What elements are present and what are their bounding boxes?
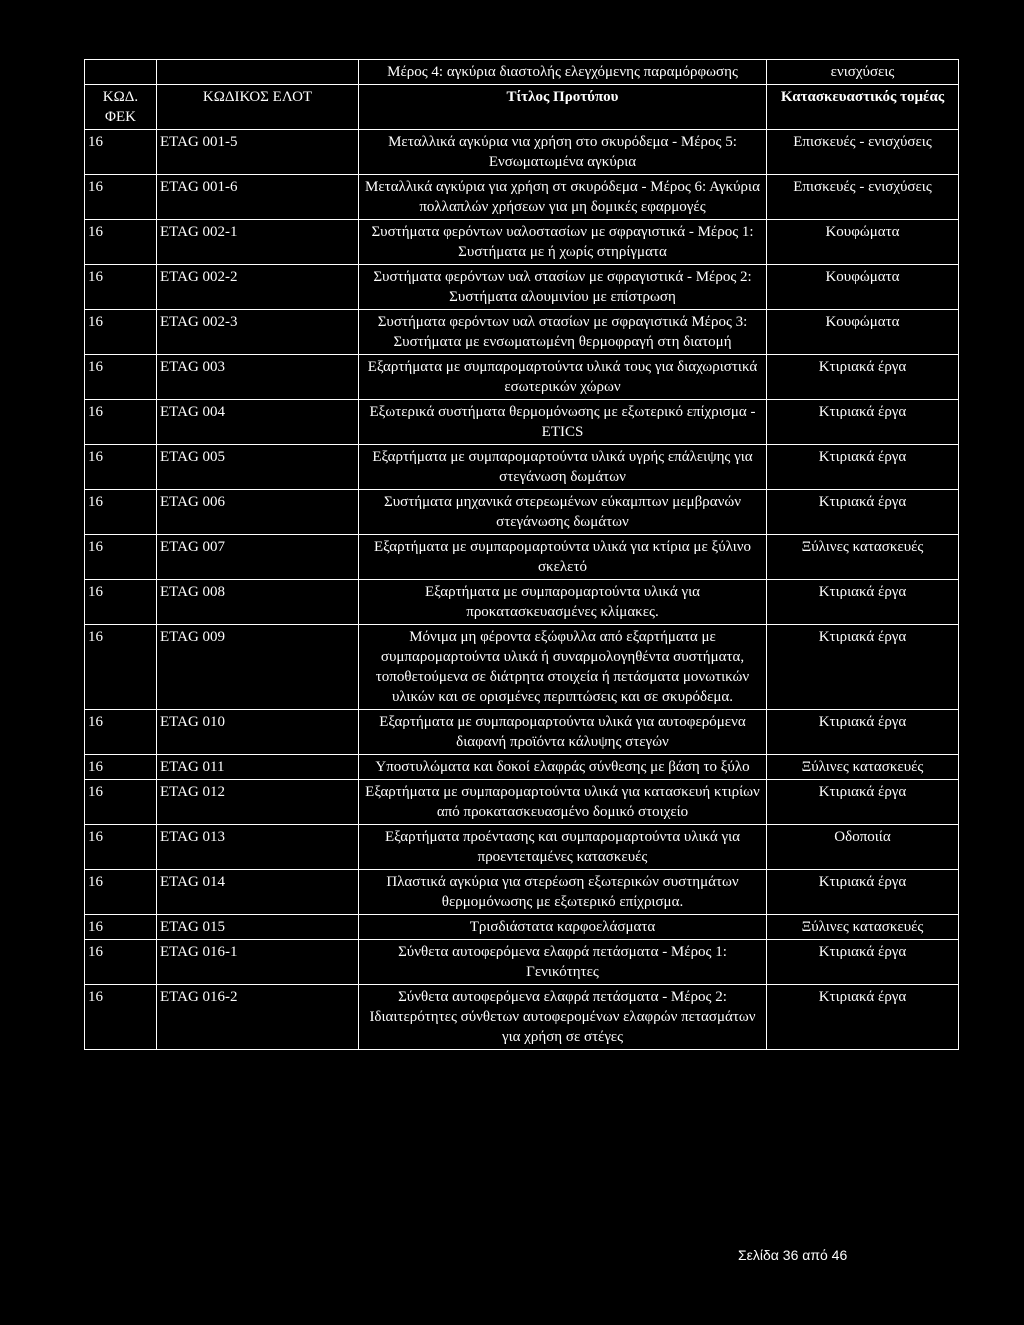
fek-cell: 16 (85, 915, 157, 940)
title-cell: Εξαρτήματα με συμπαρομαρτούντα υλικά τους για διαχωριστικά εσωτερικών χώρων (359, 355, 767, 400)
fek-cell: 16 (85, 710, 157, 755)
table-row (85, 580, 959, 625)
sector-cell: Κουφώματα (767, 310, 959, 355)
sector-cell: Κτιριακά έργα (767, 625, 959, 710)
sector-cell: Κτιριακά έργα (767, 870, 959, 915)
title-cell: Συστήματα φερόντων υαλ στασίων με σφραγιστικά - Μέρος 2: Συστήματα αλουμινίου με επίστρωση (359, 265, 767, 310)
elot-code-cell: ETAG 011 (157, 755, 359, 780)
table-row (85, 710, 959, 755)
table-row (85, 780, 959, 825)
fek-cell: 16 (85, 355, 157, 400)
sector-cell: Οδοποιία (767, 825, 959, 870)
sector-cell: Ξύλινες κατασκευές (767, 755, 959, 780)
elot-code-cell: ETAG 002-3 (157, 310, 359, 355)
elot-code-cell: ETAG 014 (157, 870, 359, 915)
title-cell: Εξαρτήματα με συμπαρομαρτούντα υλικά για προκατασκευασμένες κλίμακες. (359, 580, 767, 625)
title-cell: Εξαρτήματα με συμπαρομαρτούντα υλικά για κτίρια με ξύλινο σκελετό (359, 535, 767, 580)
table-row (85, 400, 959, 445)
continuation-row (85, 60, 959, 85)
continuation-title-cell: Μέρος 4: αγκύρια διαστολής ελεγχόμενης παραμόρφωσης (359, 60, 767, 85)
title-cell: Τρισδιάστατα καρφοελάσματα (359, 915, 767, 940)
title-cell: Μεταλλικά αγκύρια για χρήση στ σκυρόδεμα - Μέρος 6: Αγκύρια πολλαπλών χρήσεων για μη δομικές εφαρμογές (359, 175, 767, 220)
title-cell: Συστήματα φερόντων υαλ στασίων με σφραγιστικά Μέρος 3: Συστήματα με ενσωματωμένη θερμοφραγή στη διατομή (359, 310, 767, 355)
header-row (85, 85, 959, 130)
table-row (85, 825, 959, 870)
elot-code-cell: ETAG 016-2 (157, 985, 359, 1050)
title-cell: Σύνθετα αυτοφερόμενα ελαφρά πετάσματα - Μέρος 2: Ιδιαιτερότητες σύνθετων αυτοφερομένων ελαφρών πετασμάτων για χρήση σε στέγες (359, 985, 767, 1050)
sector-cell: Κουφώματα (767, 220, 959, 265)
title-cell: Πλαστικά αγκύρια για στερέωση εξωτερικών συστημάτων θερμομόνωσης με εξωτερικό επίχρισμα. (359, 870, 767, 915)
table-row (85, 310, 959, 355)
elot-code-cell: ETAG 010 (157, 710, 359, 755)
table-row (85, 870, 959, 915)
table-row (85, 535, 959, 580)
fek-cell: 16 (85, 220, 157, 265)
elot-code-cell: ETAG 006 (157, 490, 359, 535)
title-cell: Συστήματα φερόντων υαλοστασίων με σφραγιστικά - Μέρος 1: Συστήματα με ή χωρίς στηρίγματα (359, 220, 767, 265)
fek-cell: 16 (85, 445, 157, 490)
fek-cell: 16 (85, 780, 157, 825)
sector-cell: Κτιριακά έργα (767, 355, 959, 400)
elot-code-cell: ETAG 009 (157, 625, 359, 710)
fek-cell: 16 (85, 490, 157, 535)
title-cell: Εξαρτήματα με συμπαρομαρτούντα υλικά για αυτοφερόμενα διαφανή προϊόντα κάλυψης στεγών (359, 710, 767, 755)
continuation-sector-cell: ενισχύσεις (767, 60, 959, 85)
elot-code-cell: ETAG 005 (157, 445, 359, 490)
table-row (85, 220, 959, 265)
title-cell: Σύνθετα αυτοφερόμενα ελαφρά πετάσματα - Μέρος 1: Γενικότητες (359, 940, 767, 985)
header-elot-code: ΚΩΔΙΚΟΣ ΕΛΟΤ (157, 85, 359, 130)
fek-cell: 16 (85, 265, 157, 310)
title-cell: Εξαρτήματα προέντασης και συμπαρομαρτούντα υλικά για προεντεταμένες κατασκευές (359, 825, 767, 870)
fek-cell: 16 (85, 870, 157, 915)
fek-cell: 16 (85, 940, 157, 985)
title-cell: Μεταλλικά αγκύρια νια χρήση στο σκυρόδεμα - Μέρος 5: Ενσωματωμένα αγκύρια (359, 130, 767, 175)
elot-code-cell: ETAG 013 (157, 825, 359, 870)
fek-cell: 16 (85, 755, 157, 780)
table-row (85, 130, 959, 175)
elot-code-cell: ETAG 004 (157, 400, 359, 445)
fek-cell: 16 (85, 535, 157, 580)
elot-code-cell: ETAG 007 (157, 535, 359, 580)
standards-table-body (85, 60, 959, 1050)
table-row (85, 755, 959, 780)
fek-cell: 16 (85, 310, 157, 355)
sector-cell: Κτιριακά έργα (767, 780, 959, 825)
table-row (85, 445, 959, 490)
sector-cell: Κτιριακά έργα (767, 985, 959, 1050)
elot-code-cell: ETAG 016-1 (157, 940, 359, 985)
sector-cell: Κτιριακά έργα (767, 400, 959, 445)
table-row (85, 355, 959, 400)
title-cell: Υποστυλώματα και δοκοί ελαφράς σύνθεσης με βάση το ξύλο (359, 755, 767, 780)
sector-cell: Επισκευές - ενισχύσεις (767, 175, 959, 220)
elot-code-cell: ETAG 012 (157, 780, 359, 825)
title-cell: Εξωτερικά συστήματα θερμομόνωσης με εξωτερικό επίχρισμα - ETICS (359, 400, 767, 445)
sector-cell: Κουφώματα (767, 265, 959, 310)
continuation-fek-cell (85, 60, 157, 85)
page-number: Σελίδα 36 από 46 (738, 1247, 848, 1263)
header-sector: Κατασκευαστικός τομέας (767, 85, 959, 130)
standards-table (84, 59, 959, 1050)
table-row (85, 490, 959, 535)
title-cell: Εξαρτήματα με συμπαρομαρτούντα υλικά για κατασκευή κτιρίων από προκατασκευασμένο δομικό στοιχείο (359, 780, 767, 825)
sector-cell: Κτιριακά έργα (767, 940, 959, 985)
header-title: Τίτλος Προτύπου (359, 85, 767, 130)
fek-cell: 16 (85, 400, 157, 445)
table-row (85, 625, 959, 710)
sector-cell: Κτιριακά έργα (767, 710, 959, 755)
header-fek: ΚΩΔ. ΦΕΚ (85, 85, 157, 130)
elot-code-cell: ETAG 008 (157, 580, 359, 625)
table-row (85, 940, 959, 985)
elot-code-cell: ETAG 003 (157, 355, 359, 400)
elot-code-cell: ETAG 002-1 (157, 220, 359, 265)
fek-cell: 16 (85, 825, 157, 870)
sector-cell: Κτιριακά έργα (767, 490, 959, 535)
sector-cell: Κτιριακά έργα (767, 445, 959, 490)
elot-code-cell: ETAG 015 (157, 915, 359, 940)
table-row (85, 915, 959, 940)
title-cell: Εξαρτήματα με συμπαρομαρτούντα υλικά υγρής επάλειψης για στεγάνωση δωμάτων (359, 445, 767, 490)
elot-code-cell: ETAG 001-6 (157, 175, 359, 220)
table-row (85, 985, 959, 1050)
fek-cell: 16 (85, 175, 157, 220)
continuation-code-cell (157, 60, 359, 85)
sector-cell: Ξύλινες κατασκευές (767, 535, 959, 580)
elot-code-cell: ETAG 001-5 (157, 130, 359, 175)
title-cell: Συστήματα μηχανικά στερεωμένων εύκαμπτων μεμβρανών στεγάνωσης δωμάτων (359, 490, 767, 535)
fek-cell: 16 (85, 985, 157, 1050)
table-row (85, 265, 959, 310)
table-row (85, 175, 959, 220)
fek-cell: 16 (85, 625, 157, 710)
sector-cell: Κτιριακά έργα (767, 580, 959, 625)
sector-cell: Επισκευές - ενισχύσεις (767, 130, 959, 175)
fek-cell: 16 (85, 130, 157, 175)
title-cell: Μόνιμα μη φέροντα εξώφυλλα από εξαρτήματα με συμπαρομαρτούντα υλικά ή συναρμολογηθέντα συστήματα, τοποθετούμενα σε διάτρητα στοιχεία ή πετάσματα μονωτικών υλικών και σε ορισμένες περιπτώσεις και σε σκυρόδεμα. (359, 625, 767, 710)
sector-cell: Ξύλινες κατασκευές (767, 915, 959, 940)
fek-cell: 16 (85, 580, 157, 625)
elot-code-cell: ETAG 002-2 (157, 265, 359, 310)
